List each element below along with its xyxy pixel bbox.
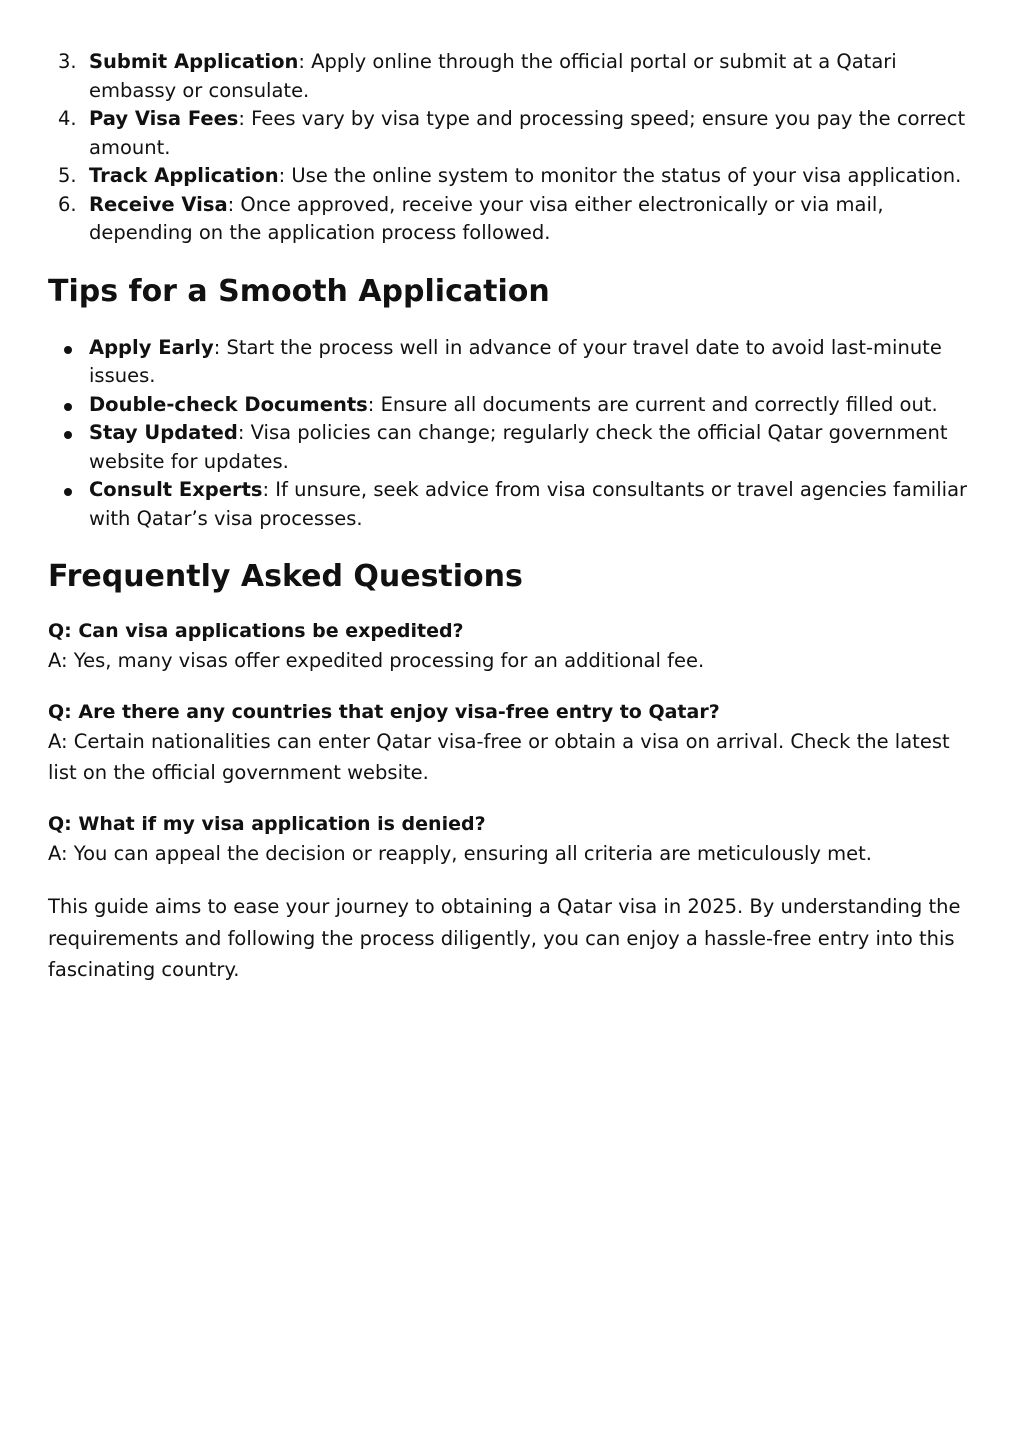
step-title: Track Application xyxy=(89,164,279,187)
bullet-icon xyxy=(64,488,72,496)
step-number: 3. xyxy=(58,50,77,73)
closing-paragraph: This guide aims to ease your journey to obtaining a Qatar visa in 2025. By understanding the requirements and following the process diligently, you can enjoy a hassle-free entry into this fascinating country. xyxy=(48,895,961,981)
tip-item xyxy=(48,391,978,420)
step-item xyxy=(48,48,978,105)
faq-heading: Frequently Asked Questions xyxy=(48,559,523,594)
tip-text: : Start the process well in advance of your travel date to avoid last-minute issues. xyxy=(89,335,942,387)
faq-item xyxy=(48,810,978,869)
bullet-icon xyxy=(64,403,72,411)
tip-item xyxy=(48,419,978,476)
step-item xyxy=(48,105,978,162)
faq-answer: A: You can appeal the decision or reapply, ensuring all criteria are meticulously met. xyxy=(48,842,872,865)
bullet-icon xyxy=(64,346,72,354)
step-text: : Fees vary by visa type and processing speed; ensure you pay the correct amount. xyxy=(89,107,966,159)
article-body xyxy=(48,48,978,1005)
bullet-icon xyxy=(64,431,72,439)
tip-item xyxy=(48,334,978,391)
tips-list xyxy=(48,334,978,534)
faq-answer: A: Yes, many visas offer expedited processing for an additional fee. xyxy=(48,649,705,672)
step-number: 4. xyxy=(58,107,77,130)
step-text: : Once approved, receive your visa either electronically or via mail, depending on the application process followed. xyxy=(89,192,884,244)
faq-question: Q: Are there any countries that enjoy visa-free entry to Qatar? xyxy=(48,701,720,723)
step-number: 6. xyxy=(58,192,77,216)
application-steps-list xyxy=(48,48,978,248)
step-title: Submit Application xyxy=(89,50,299,73)
tip-title: Consult Experts xyxy=(89,478,263,501)
faq-answer: A: Certain nationalities can enter Qatar visa-free or obtain a visa on arrival. Check the latest list on the official government website. xyxy=(48,730,950,784)
faq-question: Q: Can visa applications be expedited? xyxy=(48,620,464,642)
step-text: : Apply online through the official portal or submit at a Qatari embassy or consulate. xyxy=(89,50,897,102)
tip-title: Double-check Documents xyxy=(89,392,368,416)
tip-item xyxy=(48,476,978,533)
tip-text: : Visa policies can change; regularly check the official Qatar government website for updates. xyxy=(89,421,948,473)
tip-title: Apply Early xyxy=(89,335,214,359)
step-number: 5. xyxy=(58,164,77,187)
tip-title: Stay Updated xyxy=(89,421,238,444)
step-text: : Use the online system to monitor the status of your visa application. xyxy=(278,164,962,187)
faq-question: Q: What if my visa application is denied? xyxy=(48,813,486,835)
tip-text: : If unsure, seek advice from visa consultants or travel agencies familiar with Qatar’s visa processes. xyxy=(89,478,968,530)
step-item xyxy=(48,162,978,191)
step-item xyxy=(48,191,978,248)
faq-item xyxy=(48,698,978,788)
step-title: Receive Visa xyxy=(89,192,228,216)
tips-heading: Tips for a Smooth Application xyxy=(48,273,550,309)
step-title: Pay Visa Fees xyxy=(89,107,239,130)
tip-text: : Ensure all documents are current and correctly filled out. xyxy=(367,392,938,416)
faq-item xyxy=(48,617,978,676)
